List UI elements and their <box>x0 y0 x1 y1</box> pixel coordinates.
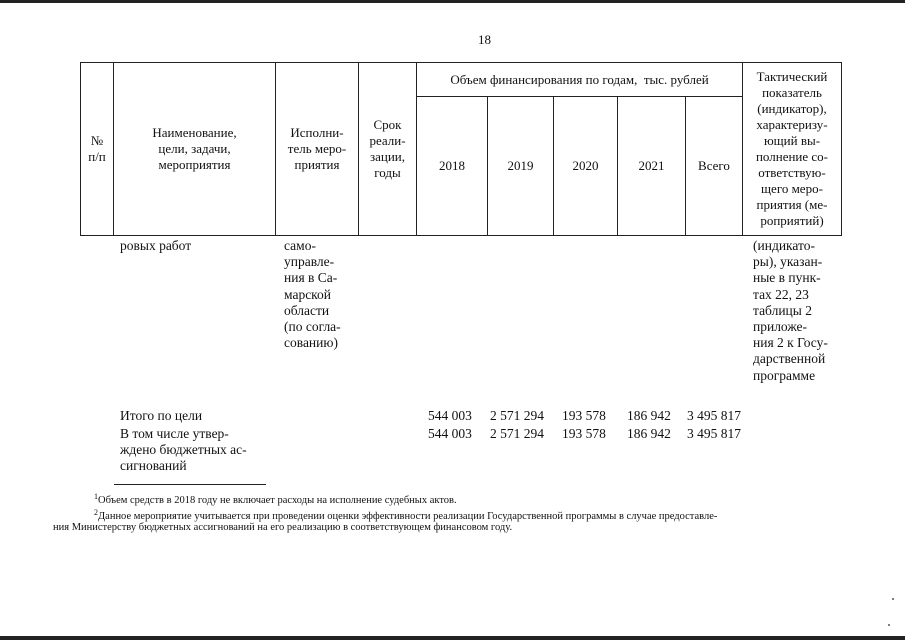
approved-2018: 544 003 <box>428 426 472 441</box>
header-executor: Исполни- тель меро- приятия <box>287 125 347 172</box>
header-term: Срок реали- зации, годы <box>369 117 406 180</box>
scan-speck <box>888 624 890 626</box>
total-2021: 186 942 <box>627 408 671 423</box>
footnote-1: $^1$Объем средств в 2018 году не включает расходы на исполнение судебных актов. <box>94 492 457 506</box>
continued-name: ровых работ <box>120 238 192 253</box>
header-name: Наименование, цели, задачи, мероприятия <box>152 125 237 172</box>
bottom-border <box>0 636 905 640</box>
total-2019: 2 571 294 <box>490 408 544 423</box>
footnote-2: $^2$Данное мероприятие учитывается при проведении оценки эффективности реализации Государственной программы в случае предоставле- <box>94 508 718 522</box>
total-all: 3 495 817 <box>687 408 741 423</box>
total-2018: 544 003 <box>428 408 472 423</box>
footnote-separator <box>114 484 266 485</box>
approved-label: В том числе утвер- ждено бюджетных ас- сигнований <box>120 426 247 474</box>
header-total: Всего <box>698 158 730 173</box>
approved-all: 3 495 817 <box>687 426 741 441</box>
continued-indicator: (индикато- ры), указан- ные в пунк- тах 22, 23 таблицы 2 приложе- ния 2 к Госу- дарственной программе <box>753 238 828 383</box>
approved-2019: 2 571 294 <box>490 426 544 441</box>
header-year-2020: 2020 <box>572 158 599 173</box>
approved-2021: 186 942 <box>627 426 671 441</box>
total-2020: 193 578 <box>562 408 606 423</box>
header-year-2019: 2019 <box>507 158 534 173</box>
header-year-2021: 2021 <box>638 158 665 173</box>
header-financing: Объем финансирования по годам, тыс. рублей <box>450 71 709 87</box>
footnote-2-continued: ния Министерству бюджетных ассигнований на его реализацию в соответствующем финансовом году. <box>53 522 513 533</box>
header-no: № п/п <box>88 133 106 164</box>
header-year-2018: 2018 <box>439 158 465 173</box>
approved-2020: 193 578 <box>562 426 606 441</box>
page-number: 18 <box>478 32 491 47</box>
top-border <box>0 0 905 3</box>
total-label: Итого по цели <box>120 408 203 423</box>
header-indicator: Тактический показатель (индикатор), характеризу- ющий вы- полнение со- ответствую- щего меро- приятия (ме- роприятий) <box>755 69 829 228</box>
continued-executor: само- управле- ния в Са- марской области (по согла- сованию) <box>284 238 341 351</box>
scan-speck <box>892 598 894 600</box>
